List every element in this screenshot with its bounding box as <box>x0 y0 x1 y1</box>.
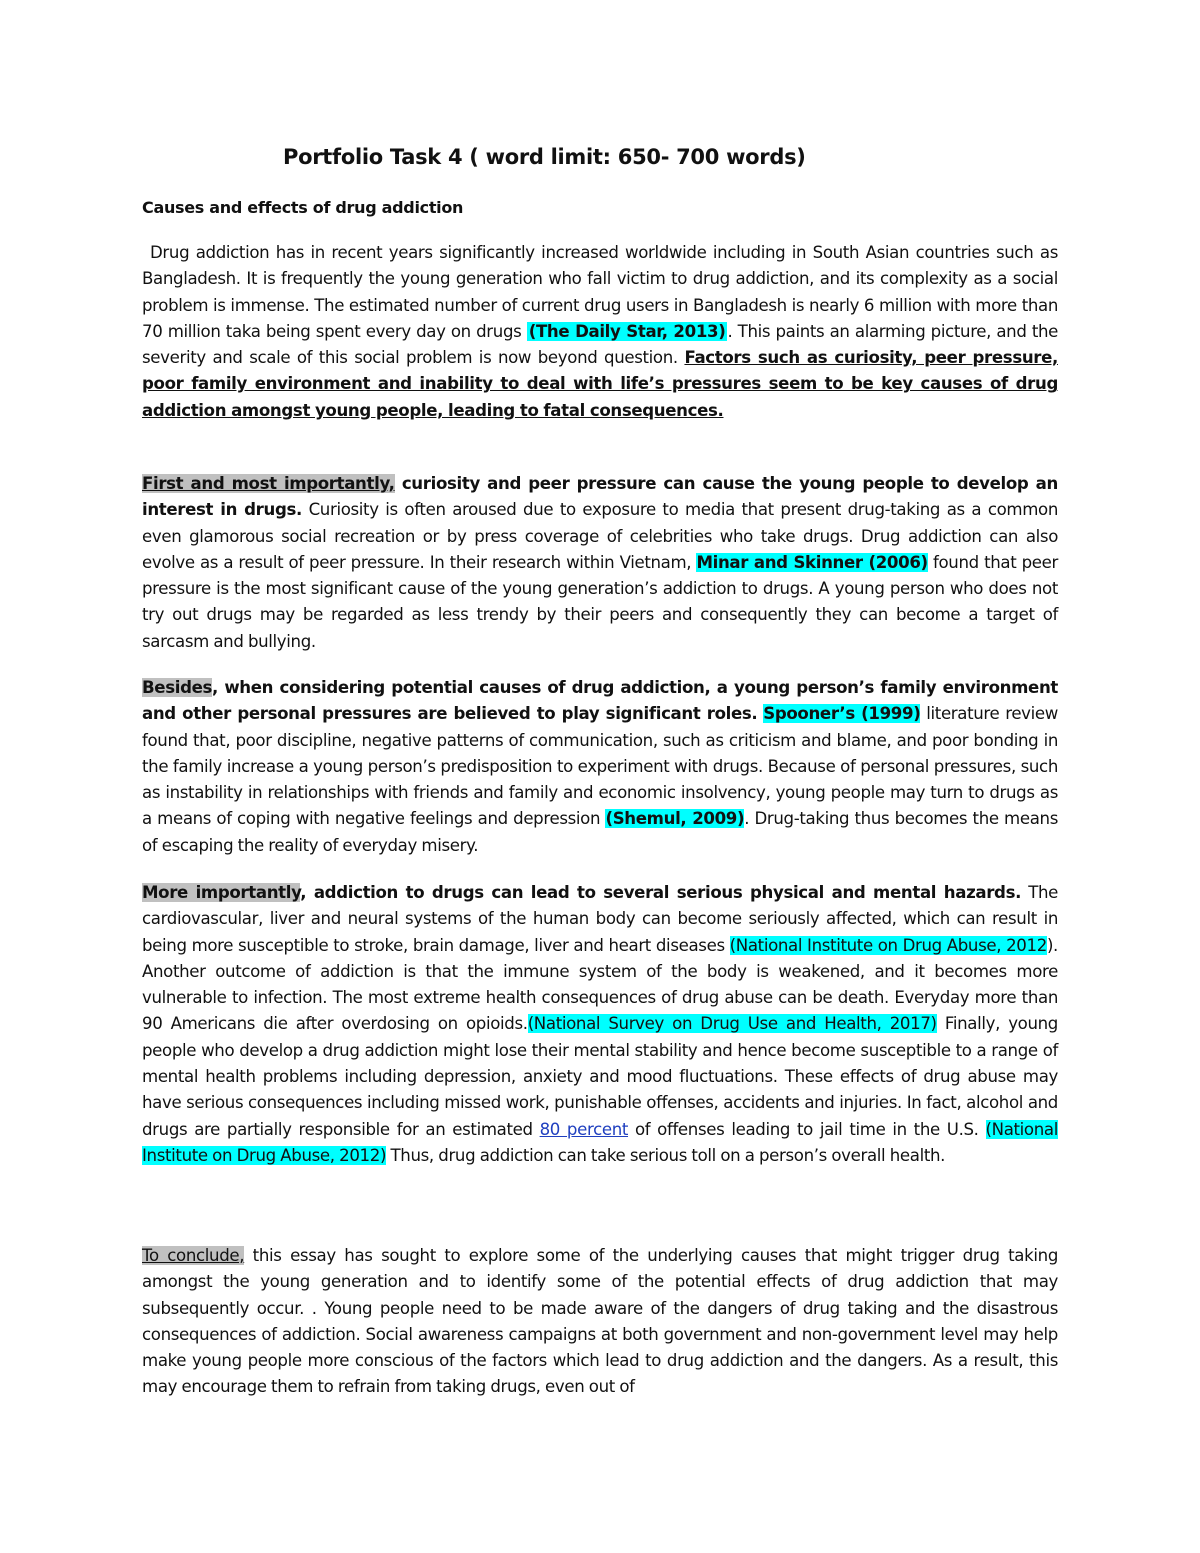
body-3-text-5: Thus, drug addiction can take serious toll on a person’s overall health. <box>386 1145 946 1165</box>
topic-sentence-3: , addiction to drugs can lead to several serious physical and mental hazards. <box>300 883 1022 902</box>
citation-daily-star: (The Daily Star, 2013) <box>528 321 726 341</box>
body-2-text-2: . Drug-taking thus becomes the means of escaping the reality of everyday misery. <box>142 809 1058 855</box>
citation-minar-skinner: Minar and Skinner (2006) <box>696 552 928 572</box>
paragraph-introduction <box>142 240 1058 424</box>
connector-more-importantly: More importantly <box>142 883 301 902</box>
citation-national-survey: (National Survey on Drug Use and Health, 2017) <box>527 1014 937 1034</box>
body-3-text-2: ). Another outcome of addiction is that the immune system of the body is weakened, and it becomes more vulnerable to infection. The most extreme health consequences of drug abuse can be death. Everyday more than 90 Americans die after overdosing on opioids. <box>142 935 1058 1034</box>
paragraph-body-2 <box>142 675 1058 859</box>
connector-first: First and most importantly, <box>142 474 395 493</box>
paragraph-body-3 <box>142 880 1058 1169</box>
connector-conclude: To conclude, <box>142 1246 245 1265</box>
topic-sentence-2: , when considering potential causes of drug addiction, a young person’s family environment and other personal pressures are believed to play significant roles. <box>142 678 1058 724</box>
body-1-text-2: found that peer pressure is the most significant cause of the young generation’s addiction to drugs. A young person who does not try out drugs may be regarded as less trendy by their peers and consequently they can become a target of sarcasm and bullying. <box>142 552 1059 651</box>
topic-sentence-1: curiosity and peer pressure can cause the young people to develop an interest in drugs. <box>142 474 1058 520</box>
percent-link[interactable]: 80 percent <box>539 1119 629 1139</box>
citation-shemul: (Shemul, 2009) <box>605 809 745 829</box>
citation-spooner: Spooner’s (1999) <box>763 704 921 724</box>
connector-besides: Besides <box>142 678 213 697</box>
page-title: Portfolio Task 4 ( word limit: 650- 700 words) <box>283 145 806 169</box>
citation-nida-2012: (National Institute on Drug Abuse, 2012 <box>729 935 1047 955</box>
body-3-text-3: Finally, young people who develop a drug addiction might lose their mental stability and hence become susceptible to a range of mental health problems including depression, anxiety and mood fluctuations. These effects of drug abuse may have serious consequences including missed work, punishable offenses, accidents and injuries. In fact, alcohol and drugs are partially responsible for an estimated <box>142 1014 1058 1139</box>
body-2-text: literature review found that, poor discipline, negative patterns of communication, such as criticism and blame, and poor bonding in the family increase a young person’s predisposition to experiment with drugs. Because of personal pressures, such as instability in relationships with friends and family and economic insolvency, young people may turn to drugs as a means of coping with negative feelings and depression <box>142 704 1058 829</box>
paragraph-body-1 <box>142 471 1058 655</box>
thesis-statement: Factors such as curiosity, peer pressure, poor family environment and inability to deal with life’s pressures seem to be key causes of drug addiction amongst young people, leading to fatal consequences. <box>142 348 1058 420</box>
citation-nida-2012-b: (National Institute on Drug Abuse, 2012) <box>142 1119 1058 1165</box>
paragraph-conclusion <box>142 1243 1058 1401</box>
essay-heading: Causes and effects of drug addiction <box>142 198 464 217</box>
conclusion-text: this essay has sought to explore some of the underlying causes that might trigger drug taking amongst the young generation and to identify some of the potential effects of drug addiction that may subsequently occur. . Young people need to be made aware of the dangers of drug taking and the disastrous consequences of addiction. Social awareness campaigns at both government and non-government level may help make young people more conscious of the factors which lead to drug addiction and the dangers. As a result, this may encourage them to refrain from taking drugs, even out of <box>142 1246 1058 1397</box>
intro-text: Drug addiction has in recent years significantly increased worldwide including in South Asian countries such as Bangladesh. It is frequently the young generation who fall victim to drug addiction, and its complexity as a social problem is immense. The estimated number of current drug users in Bangladesh is nearly 6 million with more than 70 million taka being spent every day on drugs <box>142 243 1058 341</box>
intro-text-2: . This paints an alarming picture, and the severity and scale of this social problem is now beyond question. <box>142 321 1058 368</box>
body-1-text: Curiosity is often aroused due to exposure to media that present drug-taking as a common even glamorous social recreation or by press coverage of celebrities who take drugs. Drug addiction can also evolve as a result of peer pressure. In their research within Vietnam, <box>142 500 1059 572</box>
body-3-text: The cardiovascular, liver and neural systems of the human body can become seriously affected, which can result in being more susceptible to stroke, brain damage, liver and heart diseases <box>142 883 1059 955</box>
body-3-text-4: of offenses leading to jail time in the U.S. <box>628 1119 986 1139</box>
